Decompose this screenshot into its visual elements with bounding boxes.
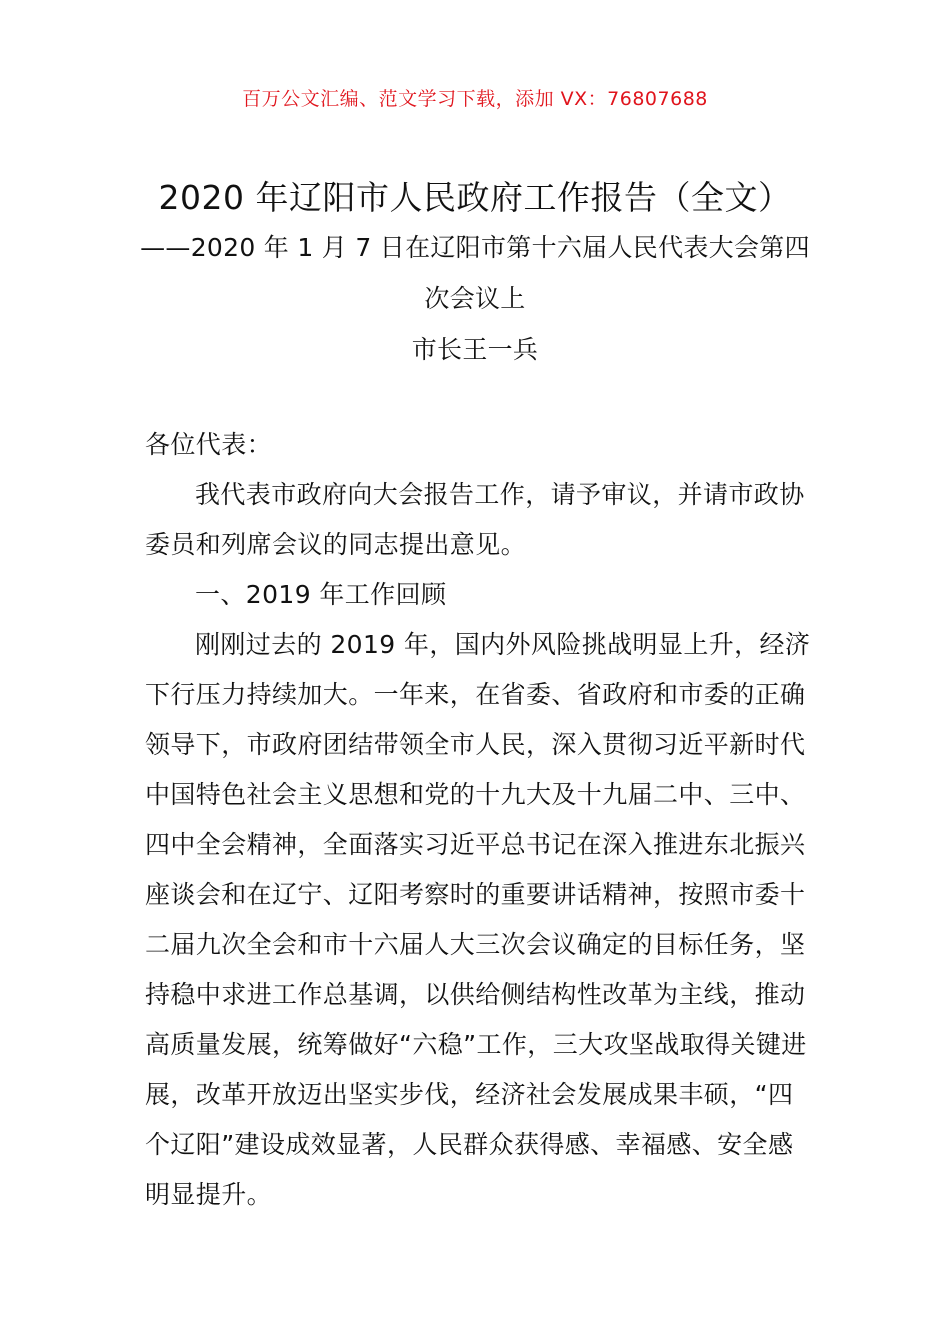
section-paragraph: 刚刚过去的 2019 年，国内外风险挑战明显上升，经济下行压力持续加大。一年来，在省委、省政府和市委的正确领导下，市政府团结带领全市人民，深入贯彻习近平新时代中国特色社会主义思想和党的十九大及十九届二中、三中、四中全会精神，全面落实习近平总书记在深入推进东北振兴座谈会和在辽宁、辽阳考察时的重要讲话精神，按照市委十二届九次全会和市十六届人大三次会议确定的目标任务，坚持稳中求进工作总基调，以供给侧结构性改革为主线，推动高质量发展，统筹做好“六稳”工作，三大攻坚战取得关键进展，改革开放迈出坚实步伐，经济社会发展成果丰硕，“四个辽阳”建设成效显著，人民群众获得感、幸福感、安全感明显提升。 <box>145 630 811 1209</box>
document-speaker: 市长王一兵 <box>411 335 539 364</box>
section-heading: 一、2019 年工作回顾 <box>195 580 447 609</box>
document-subtitle-line1: ——2020 年 1 月 7 日在辽阳市第十六届人民代表大会第四 <box>140 233 810 262</box>
document-subtitle-line2: 次会议上 <box>424 284 526 313</box>
document-title: 2020 年辽阳市人民政府工作报告（全文） <box>158 178 792 217</box>
intro-paragraph: 我代表市政府向大会报告工作，请予审议，并请市政协委员和列席会议的同志提出意见。 <box>145 480 805 559</box>
promo-banner: 百万公文汇编、范文学习下载，添加 VX：76807688 <box>242 88 708 110</box>
salutation: 各位代表： <box>145 430 273 459</box>
